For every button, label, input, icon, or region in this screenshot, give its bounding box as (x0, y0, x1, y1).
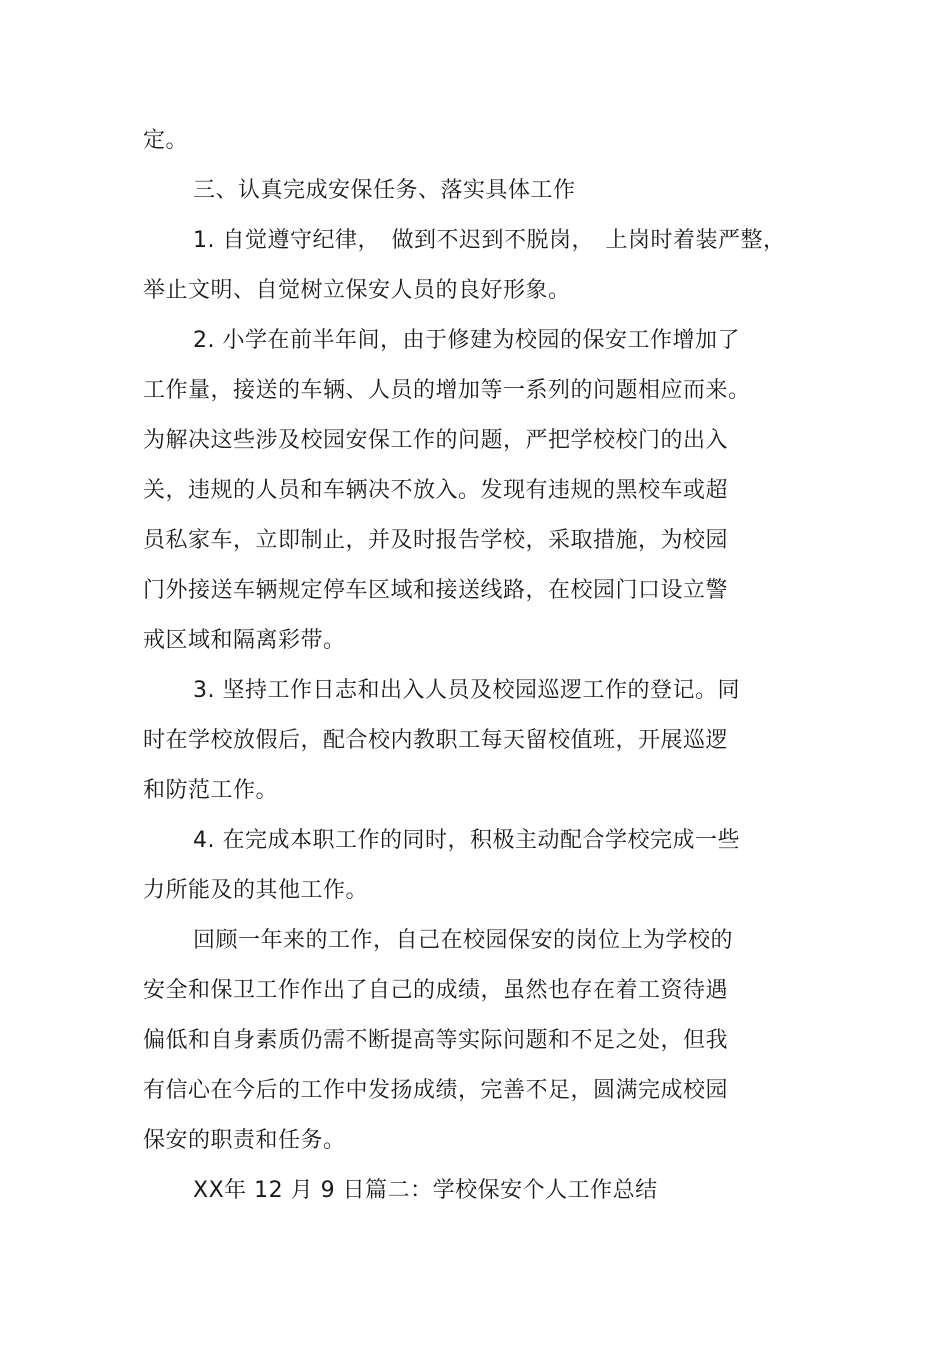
text-line: 为解决这些涉及校园安保工作的问题，严把学校校门的出入 (143, 428, 729, 453)
text-line: 戒区域和隔离彩带。 (143, 628, 346, 653)
text-line: 回顾一年来的工作，自己在校园保安的岗位上为学校的 (193, 928, 734, 953)
text-line: 有信心在今后的工作中发扬成绩，完善不足，圆满完成校园 (143, 1078, 729, 1103)
text-line: 工作量，接送的车辆、人员的增加等一系列的问题相应而来。 (143, 378, 751, 403)
text-line: 保安的职责和任务。 (143, 1128, 346, 1153)
text-line: 门外接送车辆规定停车区域和接送线路，在校园门口设立警 (143, 578, 729, 603)
text-line: 举止文明、自觉树立保安人员的良好形象。 (143, 278, 571, 303)
text-line: 力所能及的其他工作。 (143, 878, 369, 903)
text-line: 2. 小学在前半年间，由于修建为校园的保安工作增加了 (193, 328, 740, 353)
section-heading: 三、认真完成安保任务、落实具体工作 (193, 178, 576, 203)
text-line: 偏低和自身素质仍需不断提高等实际问题和不足之处，但我 (143, 1028, 729, 1053)
text-line: 时在学校放假后，配合校内教职工每天留校值班，开展巡逻 (143, 728, 729, 753)
text-line: 3. 坚持工作日志和出入人员及校园巡逻工作的登记。同 (193, 678, 740, 703)
date-and-next-title: XX年 12 月 9 日篇二：学校保安个人工作总结 (193, 1178, 658, 1203)
text-line: 4. 在完成本职工作的同时，积极主动配合学校完成一些 (193, 828, 740, 853)
text-line: 安全和保卫工作作出了自己的成绩，虽然也存在着工资待遇 (143, 978, 729, 1003)
text-line: 员私家车，立即制止，并及时报告学校，采取措施，为校园 (143, 528, 729, 553)
text-line: 和防范工作。 (143, 778, 279, 803)
text-line: 定。 (143, 128, 189, 153)
text-line: 1. 自觉遵守纪律， 做到不迟到不脱岗， 上岗时着装严整， (193, 228, 786, 253)
text-line: 关，违规的人员和车辆决不放入。发现有违规的黑校车或超 (143, 478, 729, 503)
